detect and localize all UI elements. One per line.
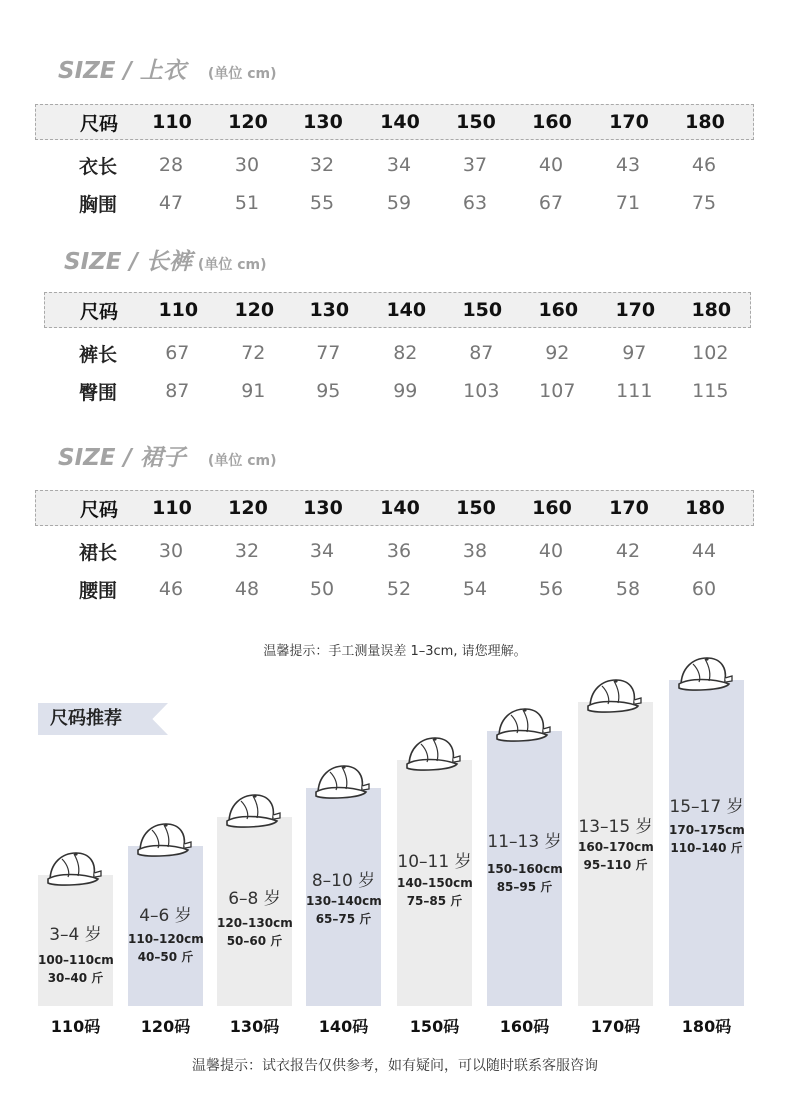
table-cell: 67 [165,342,190,364]
cap-icon [223,791,285,833]
size-bar [306,788,381,1006]
bar-weight-label: 30–40 斤 [47,971,104,985]
row-label: 胸围 [78,193,117,216]
bar-weight-label: 95–110 斤 [583,858,648,872]
table-cell: 34 [309,540,335,562]
size-label: 150码 [409,1017,460,1036]
row-label: 臀围 [78,381,117,404]
size-header-cell: 130 [303,497,343,519]
bar-height-label: 130–140cm [306,894,382,908]
table-cell: 97 [622,342,647,364]
row-label: 裙长 [78,541,117,564]
size-bar [217,817,292,1006]
table-cell: 58 [615,578,641,600]
table-cell: 44 [691,540,717,562]
table-cell: 32 [309,154,335,176]
table-header-row [44,292,751,328]
table-cell: 95 [316,380,341,402]
size-prefix: SIZE / [58,58,132,84]
size-bar [38,875,113,1006]
section-title-pants [64,243,266,276]
table-cell: 56 [538,578,564,600]
size-header-cell: 150 [456,111,496,133]
size-header-cell: 170 [609,497,649,519]
table-row [44,334,751,372]
table-row [35,532,754,570]
table-cell: 46 [158,578,184,600]
size-bar [128,846,203,1006]
size-bar [487,731,562,1006]
section-title-skirt [58,439,276,472]
size-bar [578,702,653,1006]
size-table-top [35,104,754,222]
table-cell: 30 [234,154,260,176]
size-header-cell: 110 [158,299,199,321]
bar-weight-label: 85–95 斤 [496,880,553,894]
table-cell: 55 [309,192,335,214]
size-header-cell: 170 [609,111,649,133]
table-header-row [35,104,754,140]
table-cell: 77 [316,342,341,364]
measure-tip: 温馨提示：手工测量误差 1–3cm, 请您理解。 [263,644,527,659]
size-header-cell: 160 [538,299,579,321]
size-label: 170码 [590,1017,641,1036]
table-cell: 40 [538,540,564,562]
size-header-cell: 180 [691,299,732,321]
cap-icon [134,820,196,862]
row-label: 腰围 [78,579,117,602]
header-label: 尺码 [79,498,118,521]
size-table-pants [44,292,751,410]
size-header-cell: 170 [615,299,656,321]
table-cell: 59 [386,192,412,214]
size-prefix: SIZE / [64,249,138,275]
size-label: 180码 [681,1017,732,1036]
section-name: 长裤 [145,249,192,275]
table-cell: 30 [158,540,184,562]
table-cell: 87 [165,380,190,402]
table-cell: 43 [615,154,641,176]
size-prefix: SIZE / [58,445,132,471]
table-row [35,146,754,184]
table-cell: 72 [241,342,266,364]
cap-icon [584,676,646,718]
size-label: 160码 [499,1017,550,1036]
size-label: 130码 [229,1017,280,1036]
cap-icon [675,654,737,696]
section-title-top [58,52,276,85]
table-cell: 71 [615,192,641,214]
table-cell: 63 [462,192,488,214]
size-header-cell: 160 [532,111,572,133]
size-header-cell: 140 [380,497,420,519]
table-cell: 115 [692,380,729,402]
cap-icon [403,734,465,776]
table-cell: 91 [241,380,266,402]
bar-height-label: 110–120cm [128,932,204,946]
table-cell: 103 [463,380,500,402]
table-cell: 102 [692,342,729,364]
bar-height-label: 120–130cm [217,916,293,930]
size-header-cell: 130 [303,111,343,133]
bar-weight-label: 40–50 斤 [137,950,194,964]
size-header-cell: 140 [386,299,427,321]
fitting-tip: 温馨提示：试衣报告仅供参考，如有疑问，可以随时联系客服咨询 [192,1058,598,1074]
table-row [35,184,754,222]
table-cell: 47 [158,192,184,214]
size-header-cell: 140 [380,111,420,133]
table-cell: 40 [538,154,564,176]
table-cell: 54 [462,578,488,600]
bar-age-label: 4–6 岁 [139,906,192,926]
size-header-cell: 130 [309,299,350,321]
size-header-cell: 120 [228,497,268,519]
table-row [35,570,754,608]
size-label: 120码 [140,1017,191,1036]
bar-height-label: 170–175cm [669,823,745,837]
table-row [44,372,751,410]
size-table-skirt [35,490,754,608]
size-header-cell: 180 [685,497,725,519]
bar-height-label: 160–170cm [578,840,654,854]
bar-age-label: 6–8 岁 [228,889,281,909]
table-cell: 87 [469,342,494,364]
row-label: 衣长 [78,155,117,178]
cap-icon [44,849,106,891]
bar-age-label: 13–15 岁 [578,817,653,837]
bar-age-label: 3–4 岁 [49,925,102,945]
table-cell: 92 [545,342,570,364]
bar-height-label: 100–110cm [38,953,114,967]
table-cell: 51 [234,192,260,214]
table-cell: 42 [615,540,641,562]
bar-weight-label: 50–60 斤 [226,934,283,948]
table-cell: 82 [393,342,418,364]
unit-note: (单位 cm) [197,257,267,273]
size-header-cell: 180 [685,111,725,133]
bar-age-label: 15–17 岁 [669,797,744,817]
bar-height-label: 140–150cm [397,876,473,890]
size-header-cell: 150 [456,497,496,519]
table-cell: 111 [616,380,653,402]
table-cell: 32 [234,540,260,562]
bar-age-label: 8–10 岁 [311,871,376,891]
size-label: 140码 [318,1017,369,1036]
cap-icon [312,762,374,804]
header-label: 尺码 [79,112,118,135]
size-header-cell: 110 [152,497,192,519]
size-header-cell: 110 [152,111,192,133]
size-header-cell: 120 [228,111,268,133]
table-cell: 99 [393,380,418,402]
section-name: 裙子 [139,445,186,471]
header-label: 尺码 [79,300,118,323]
bar-height-label: 150–160cm [487,862,563,876]
table-cell: 28 [158,154,184,176]
table-header-row [35,490,754,526]
unit-note: (单位 cm) [207,453,277,469]
bar-age-label: 11–13 岁 [487,832,562,852]
section-name: 上衣 [139,58,186,84]
table-cell: 75 [691,192,717,214]
bar-weight-label: 110–140 斤 [670,841,743,855]
cap-icon [493,705,555,747]
size-label: 110码 [50,1017,101,1036]
size-bar [669,680,744,1006]
unit-note: (单位 cm) [207,66,277,82]
table-cell: 48 [234,578,260,600]
table-cell: 36 [386,540,412,562]
table-cell: 60 [691,578,717,600]
table-cell: 46 [691,154,717,176]
bar-weight-label: 75–85 斤 [406,894,463,908]
size-bar [397,760,472,1006]
table-cell: 50 [309,578,335,600]
size-header-cell: 160 [532,497,572,519]
table-cell: 67 [538,192,564,214]
row-label: 裤长 [78,343,117,366]
size-header-cell: 150 [462,299,503,321]
size-header-cell: 120 [234,299,275,321]
table-cell: 37 [462,154,488,176]
table-cell: 107 [539,380,576,402]
table-cell: 34 [386,154,412,176]
recommend-title: 尺码推荐 [50,708,122,729]
bar-age-label: 10–11 岁 [397,852,472,872]
table-cell: 52 [386,578,412,600]
bar-weight-label: 65–75 斤 [315,912,372,926]
table-cell: 38 [462,540,488,562]
